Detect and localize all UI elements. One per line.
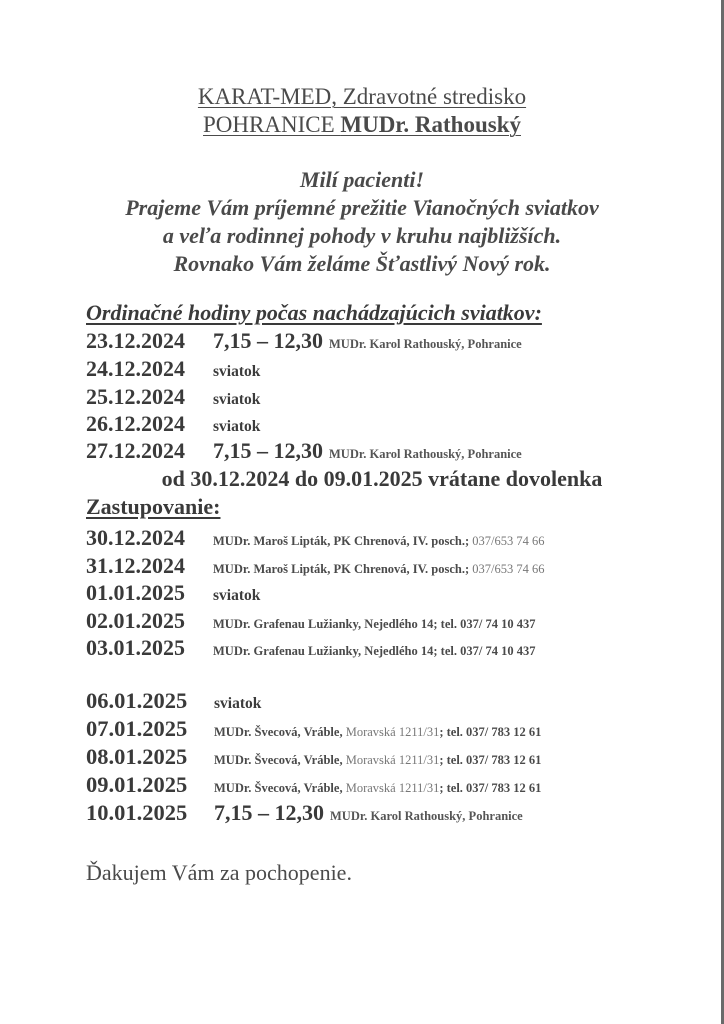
row-date: 07.01.2025	[86, 716, 188, 741]
substitute-name: MUDr. Švecová, Vráble,	[214, 753, 343, 767]
substitute-phone: ; tel. 037/ 783 12 61	[439, 781, 542, 795]
substitute-name: MUDr. Maroš Lipták, PK Chrenová, IV. posch.;	[213, 534, 470, 548]
schedule-row	[86, 356, 260, 382]
row-substitute	[213, 534, 545, 548]
substitution-row	[86, 580, 260, 606]
greeting-line: Rovnako Vám želáme Šťastlivý Nový rok.	[173, 251, 551, 276]
row-date: 23.12.2024	[86, 328, 185, 353]
row-substitute	[214, 725, 541, 739]
substitute-address: Moravská 1211/31	[342, 725, 440, 739]
row-holiday: sviatok	[214, 695, 262, 712]
substitute-phone: 037/653 74 66	[469, 534, 545, 548]
substitution-row	[86, 635, 535, 661]
substitution-row	[86, 688, 261, 714]
row-substitute	[213, 562, 545, 576]
substitute-address: Moravská 1211/31	[342, 781, 440, 795]
row-doctor: MUDr. Karol Rathouský, Pohranice	[329, 447, 522, 461]
row-date: 26.12.2024	[86, 411, 185, 436]
row-holiday: sviatok	[213, 587, 261, 604]
substitute-info: MUDr. Grafenau Lužianky, Nejedlého 14; tel. 037/ 74 10 437	[213, 644, 536, 658]
substitute-phone: ; tel. 037/ 783 12 61	[439, 725, 542, 739]
schedule-row	[86, 411, 260, 437]
clinic-town: POHRANICE	[203, 112, 341, 137]
row-date: 09.01.2025	[86, 772, 188, 797]
schedule-row	[86, 328, 522, 354]
greeting-line: a veľa rodinnej pohody v kruhu najbližších.	[162, 223, 562, 248]
row-date: 01.01.2025	[86, 580, 185, 605]
office-hours-title: Ordinačné hodiny počas nachádzajúcich sviatkov:	[86, 300, 542, 325]
substitution-row	[86, 716, 541, 742]
row-date: 06.01.2025	[86, 688, 188, 713]
substitution-row	[86, 800, 523, 826]
row-time: 7,15 – 12,30	[213, 438, 323, 463]
substitution-row	[86, 744, 541, 770]
row-doctor: MUDr. Karol Rathouský, Pohranice	[329, 337, 522, 351]
substitution-row	[86, 608, 535, 634]
row-date: 24.12.2024	[86, 356, 185, 381]
substitute-name: MUDr. Švecová, Vráble,	[214, 725, 343, 739]
substitute-phone: ; tel. 037/ 783 12 61	[439, 753, 542, 767]
substitution-row	[86, 553, 545, 579]
row-date: 27.12.2024	[86, 438, 185, 463]
substitute-phone: 037/653 74 66	[469, 562, 545, 576]
row-date: 30.12.2024	[86, 525, 185, 550]
substitute-name: MUDr. Maroš Lipták, PK Chrenová, IV. posch.;	[213, 562, 470, 576]
row-holiday: sviatok	[213, 363, 261, 380]
schedule-row	[86, 384, 260, 410]
row-holiday: sviatok	[213, 391, 261, 408]
row-date: 03.01.2025	[86, 635, 185, 660]
clinic-header	[0, 83, 724, 139]
row-date: 25.12.2024	[86, 384, 185, 409]
schedule-row	[86, 438, 522, 464]
clinic-name: KARAT-MED, Zdravotné stredisko	[197, 84, 527, 109]
row-doctor: MUDr. Karol Rathouský, Pohranice	[330, 809, 523, 823]
greeting-block	[0, 166, 724, 278]
substitute-name: MUDr. Švecová, Vráble,	[214, 781, 343, 795]
clinic-doctor: MUDr. Rathouský	[340, 112, 521, 137]
substitute-info: MUDr. Grafenau Lužianky, Nejedlého 14; tel. 037/ 74 10 437	[213, 617, 536, 631]
substitute-address: Moravská 1211/31	[342, 753, 440, 767]
row-substitute	[214, 753, 541, 767]
row-date: 08.01.2025	[86, 744, 188, 769]
row-date: 02.01.2025	[86, 608, 185, 633]
row-date: 10.01.2025	[86, 800, 188, 825]
row-time: 7,15 – 12,30	[214, 800, 324, 825]
substitution-row	[86, 525, 545, 551]
greeting-line: Prajeme Vám príjemné prežitie Vianočných sviatkov	[125, 195, 599, 220]
clinic-location	[0, 111, 724, 139]
vacation-notice: od 30.12.2024 do 09.01.2025 vrátane dovolenka	[161, 466, 603, 491]
greeting-line: Milí pacienti!	[299, 167, 425, 192]
closing-text: Ďakujem Vám za pochopenie.	[86, 860, 352, 885]
row-holiday: sviatok	[213, 418, 261, 435]
row-substitute	[214, 781, 541, 795]
row-time: 7,15 – 12,30	[213, 328, 323, 353]
row-date: 31.12.2024	[86, 553, 185, 578]
substitution-row	[86, 772, 541, 798]
substitution-title: Zastupovanie:	[86, 494, 221, 519]
